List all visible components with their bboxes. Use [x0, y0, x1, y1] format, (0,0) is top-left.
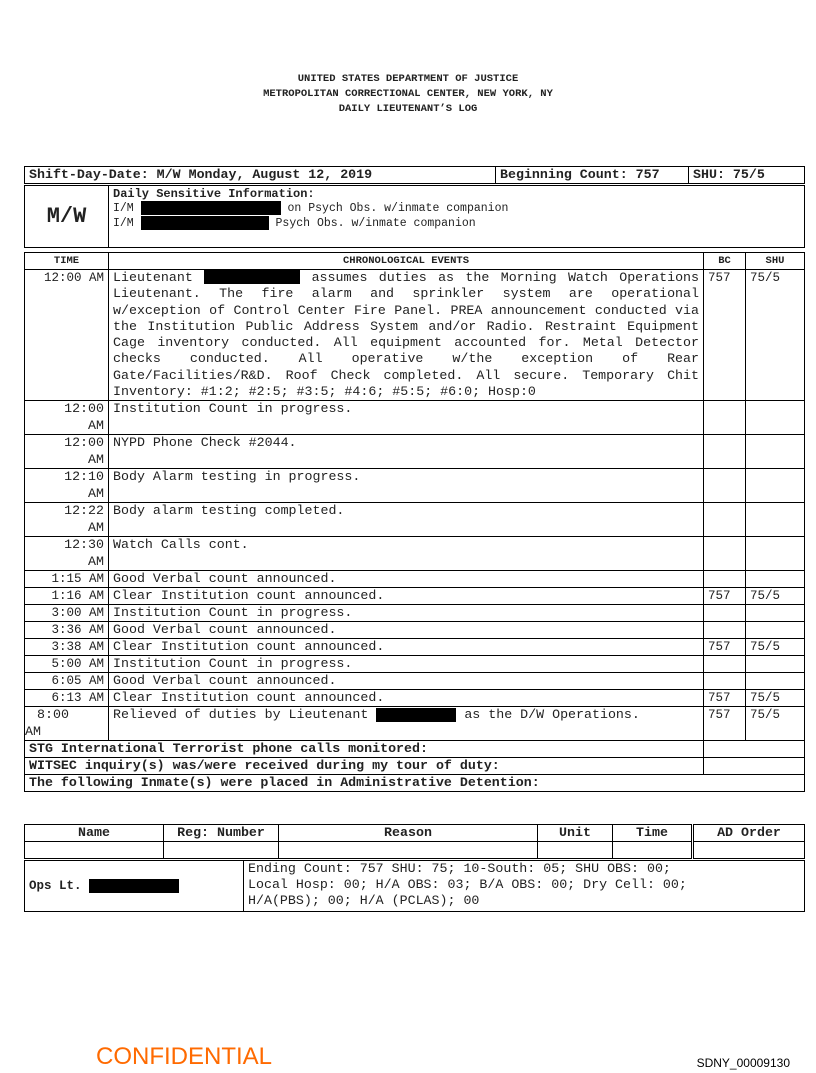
shu-count: SHU: 75/5	[689, 167, 805, 184]
sensitive-info-table	[24, 185, 805, 248]
event-text: Good Verbal count announced.	[109, 673, 704, 690]
bates-number: SDNY_00009130	[696, 1056, 790, 1070]
redaction	[376, 708, 456, 722]
adseg-row	[25, 775, 805, 792]
col-events: CHRONOLOGICAL EVENTS	[109, 253, 704, 270]
confidential-stamp: CONFIDENTIAL	[96, 1043, 273, 1070]
events-table	[24, 252, 805, 792]
table-row: 3:36 AM Good Verbal count announced.	[25, 622, 805, 639]
event-shu: 75/5	[746, 270, 805, 401]
ending-line-1: Ending Count: 757 SHU: 75; 10-South: 05; SHU OBS: 00;	[248, 861, 671, 876]
event-text: Body alarm testing completed.	[109, 503, 704, 537]
doc-header-agency: UNITED STATES DEPARTMENT OF JUSTICE	[297, 73, 519, 85]
doc-header-title: DAILY LIEUTENANT’S LOG	[338, 103, 478, 115]
table-row: 12:30 AM Watch Calls cont.	[25, 537, 805, 571]
table-row: 1:15 AM Good Verbal count announced.	[25, 571, 805, 588]
sensitive-line-2: I/M Psych Obs. w/inmate companion	[113, 217, 476, 231]
stg-row	[25, 741, 805, 758]
table-row	[25, 842, 805, 859]
event-text: Institution Count in progress.	[109, 605, 704, 622]
table-row: 12:00 AM Institution Count in progress.	[25, 401, 805, 435]
shift-table	[24, 166, 805, 184]
ad-col-name: Name	[25, 825, 164, 842]
ad-col-order: AD Order	[693, 825, 805, 842]
col-time: TIME	[25, 253, 109, 270]
event-text: Institution Count in progress.	[109, 401, 704, 435]
table-row: 1:16 AM Clear Institution count announced. 757 75/5	[25, 588, 805, 605]
ad-col-time: Time	[613, 825, 693, 842]
table-row: 12:22 AM Body alarm testing completed.	[25, 503, 805, 537]
adseg-label: The following Inmate(s) were placed in Administrative Detention:	[25, 775, 805, 792]
table-row: 8:00 AM Relieved of duties by Lieutenant as the D/W Operations. 757 75/5	[25, 707, 805, 741]
event-text: Body Alarm testing in progress.	[109, 469, 704, 503]
event-text: Good Verbal count announced.	[109, 571, 704, 588]
redaction	[204, 270, 300, 284]
doc-header-facility: METROPOLITAN CORRECTIONAL CENTER, NEW YORK, NY	[263, 88, 553, 100]
ad-col-unit: Unit	[538, 825, 613, 842]
event-text: Clear Institution count announced.	[109, 690, 704, 707]
sensitive-line-1: I/M on Psych Obs. w/inmate companion	[113, 202, 509, 216]
event-text: Lieutenant assumes duties as the Morning Watch Operations Lieutenant. The fire alarm and sprinkler system are operational w/exception of Control Center Fire Panel. PREA announcement conducted via the Institution Public Address System and/or Radio. Restraint Equipment Cage inventory conducted. All equipment accounted for. Metal Detector checks conducted. All operative w/the exception of Rear Gate/Facilities/R&D. Roof Check completed. All secure. Temporary Chit Inventory: #1:2; #2:5; #3:5; #4:6; #5:5; #6:0; Hosp:0	[109, 270, 704, 401]
event-text: Institution Count in progress.	[109, 656, 704, 673]
table-row: 5:00 AM Institution Count in progress.	[25, 656, 805, 673]
witsec-label: WITSEC inquiry(s) was/were received during my tour of duty:	[25, 758, 704, 775]
ad-table	[24, 824, 805, 859]
redaction	[141, 216, 269, 230]
event-text: Watch Calls cont.	[109, 537, 704, 571]
col-shu: SHU	[746, 253, 805, 270]
col-bc: BC	[704, 253, 746, 270]
beginning-count: Beginning Count: 757	[496, 167, 689, 184]
redaction	[141, 201, 281, 215]
table-row: 12:10 AM Body Alarm testing in progress.	[25, 469, 805, 503]
ad-col-reason: Reason	[279, 825, 538, 842]
event-text: Good Verbal count announced.	[109, 622, 704, 639]
table-row: 3:38 AM Clear Institution count announced. 757 75/5	[25, 639, 805, 656]
table-row: 3:00 AM Institution Count in progress.	[25, 605, 805, 622]
ad-col-reg: Reg: Number	[164, 825, 279, 842]
table-row: 6:05 AM Good Verbal count announced.	[25, 673, 805, 690]
shift-date: Shift-Day-Date: M/W Monday, August 12, 2019	[25, 167, 496, 184]
redaction	[89, 879, 179, 893]
event-bc: 757	[704, 270, 746, 401]
table-row: 12:00 AM NYPD Phone Check #2044.	[25, 435, 805, 469]
event-text: Relieved of duties by Lieutenant as the D/W Operations.	[109, 707, 704, 741]
sensitive-title: Daily Sensitive Information:	[113, 187, 315, 201]
ending-line-3: H/A(PBS); 00; H/A (PCLAS); 00	[248, 893, 480, 908]
event-text: Clear Institution count announced.	[109, 639, 704, 656]
stg-label: STG International Terrorist phone calls monitored:	[25, 741, 704, 758]
event-text: NYPD Phone Check #2044.	[109, 435, 704, 469]
table-row	[25, 270, 805, 401]
ops-lt: Ops Lt.	[25, 861, 244, 912]
ending-table	[24, 860, 805, 912]
event-time: 12:00 AM	[25, 270, 109, 401]
watch-label: M/W	[25, 186, 109, 248]
witsec-row	[25, 758, 805, 775]
table-row: 6:13 AM Clear Institution count announced. 757 75/5	[25, 690, 805, 707]
event-text: Clear Institution count announced.	[109, 588, 704, 605]
ending-line-2: Local Hosp: 00; H/A OBS: 03; B/A OBS: 00; Dry Cell: 00;	[248, 877, 687, 892]
